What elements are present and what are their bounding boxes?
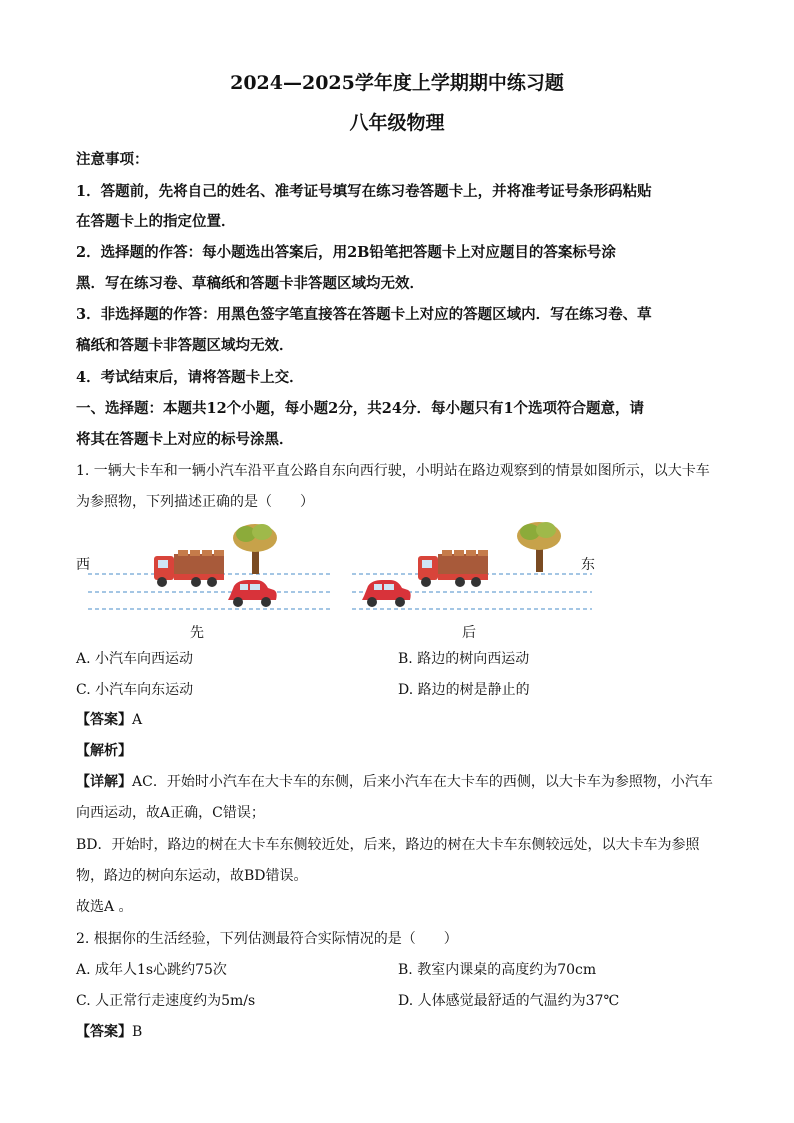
q1-analysis-tag: 【解析】: [76, 743, 132, 759]
q1-option-c: C. 小汽车向东运动: [76, 682, 194, 698]
notice-item-2-line-2: 黑．写在练习卷、草稿纸和答题卡非答题区域均无效．: [76, 275, 424, 292]
notice-item-3-line-2: 稿纸和答题卡非答题区域均无效．: [76, 337, 294, 354]
q1-conclusion: 故选A 。: [76, 899, 133, 915]
q2-option-a: A. 成年人1s心跳约75次: [76, 962, 227, 978]
section-1-line-2: 将其在答题卡上对应的标号涂黑．: [76, 431, 294, 448]
q2-answer: [76, 1021, 142, 1041]
q2-answer-tag: 【答案】: [76, 1024, 132, 1040]
q1-detail-line-1: [76, 771, 713, 791]
section-1-line-1: 一、选择题：本题共12个小题，每小题2分，共24分．每小题只有1个选项符合题意，请: [76, 400, 645, 417]
q2-option-b: B. 教室内课桌的高度约为70cm: [398, 962, 597, 978]
q2-answer-value: B: [132, 1024, 143, 1040]
q2-option-c: C. 人正常行走速度约为5m/s: [76, 993, 256, 1009]
notice-item-1-line-2: 在答题卡上的指定位置．: [76, 213, 236, 230]
notice-item-2-line-1: 2．选择题的作答：每小题选出答案后，用2B铅笔把答题卡上对应题目的答案标号涂: [76, 244, 616, 261]
q1-detail-line-3: BD．开始时，路边的树在大卡车东侧较近处，后来，路边的树在大卡车东侧较远处，以大卡车为参照: [76, 837, 700, 853]
q1-option-d: D. 路边的树是静止的: [398, 682, 530, 698]
q1-detail-text-1: AC．开始时小汽车在大卡车的东侧，后来小汽车在大卡车的西侧，以大卡车为参照物，小汽车: [132, 774, 713, 790]
notice-heading: 注意事项：: [76, 151, 149, 168]
q1-answer-tag: 【答案】: [76, 712, 132, 728]
exam-subtitle: 八年级物理: [349, 112, 445, 134]
q1-option-a: A. 小汽车向西运动: [76, 651, 194, 667]
q1-figure: [76, 518, 606, 643]
car-icon-after: [362, 580, 411, 607]
figure-label-west: 西: [76, 557, 90, 573]
car-icon-before: [228, 580, 277, 607]
notice-item-1-line-1: 1．答题前，先将自己的姓名、准考证号填写在练习卷答题卡上，并将准考证号条形码粘贴: [76, 183, 652, 200]
figure-caption-after: 后: [462, 625, 476, 641]
figure-caption-before: 先: [190, 625, 204, 641]
q1-stem-line-2: 为参照物，下列描述正确的是（ ）: [76, 494, 314, 510]
tree-icon-after: [517, 522, 561, 572]
q1-answer-value: A: [132, 712, 143, 728]
tree-icon-before: [233, 524, 277, 574]
q1-answer: [76, 709, 142, 729]
truck-icon-before: [154, 550, 224, 587]
q1-detail-line-2: 向西运动，故A正确，C错误；: [76, 805, 265, 821]
q1-option-b: B. 路边的树向西运动: [398, 651, 530, 667]
figure-drawing: [76, 518, 606, 618]
q1-detail-tag: 【详解】: [76, 774, 132, 790]
q2-option-d: D. 人体感觉最舒适的气温约为37℃: [398, 993, 620, 1009]
q1-stem-line-1: 1. 一辆大卡车和一辆小汽车沿平直公路自东向西行驶，小明站在路边观察到的情景如图所示，以大卡车: [76, 463, 710, 479]
q1-detail-line-4: 物，路边的树向东运动，故BD错误。: [76, 868, 308, 884]
figure-label-east: 东: [581, 557, 595, 573]
q2-stem: 2. 根据你的生活经验，下列估测最符合实际情况的是（ ）: [76, 931, 458, 947]
notice-item-3-line-1: 3．非选择题的作答：用黑色签字笔直接答在答题卡上对应的答题区域内．写在练习卷、草: [76, 306, 652, 323]
notice-item-4: 4．考试结束后，请将答题卡上交．: [76, 369, 304, 386]
exam-title: 2024—2025学年度上学期期中练习题: [230, 72, 564, 94]
truck-icon-after: [418, 550, 488, 587]
